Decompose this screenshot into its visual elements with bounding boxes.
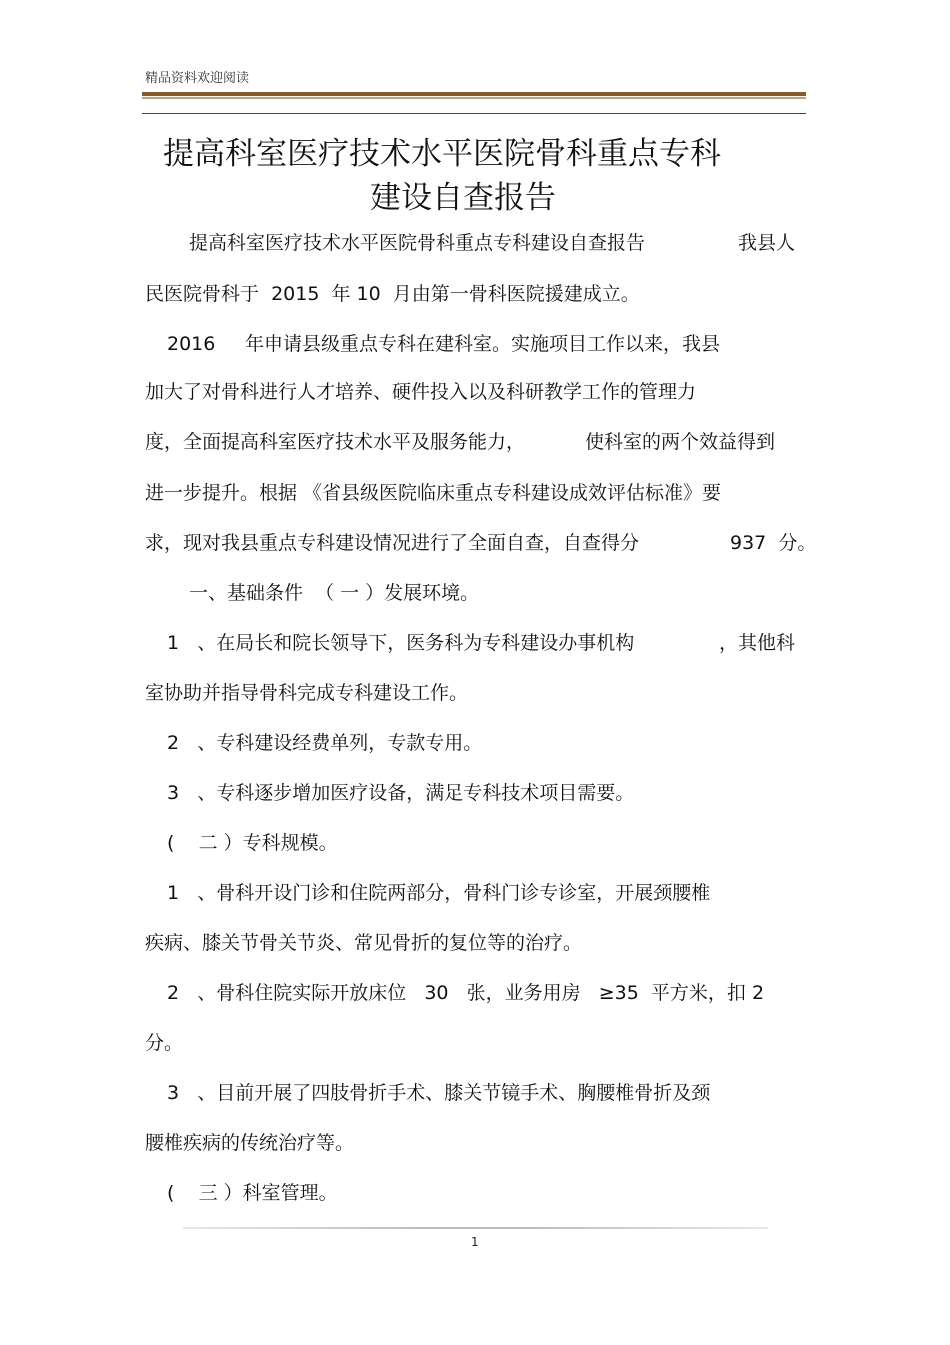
body-line-10: 室协助并指导骨科完成专科建设工作。 [145, 682, 469, 704]
body-line-15: 疾病、膝关节骨关节炎、常见骨折的复位等的治疗。 [145, 932, 583, 954]
body-line-18: 3 、目前开展了四肢骨折手术、膝关节镜手术、胸腰椎骨折及颈 [167, 1082, 711, 1104]
page-header-text: 精品资料欢迎阅读 [145, 71, 250, 86]
document-title-line-2: 建设自查报告 [370, 180, 556, 216]
body-line-3b: 年申请县级重点专科在建科室。实施项目工作以来，我县 [245, 333, 721, 355]
body-line-12: 3 、专科逐步增加医疗设备，满足专科技术项目需要。 [167, 782, 635, 804]
body-line-5b: 使科室的两个效益得到 [585, 431, 776, 453]
body-line-2: 民医院骨科于 2015 年 10 月由第一骨科医院援建成立。 [145, 283, 640, 305]
body-line-14: 1 、骨科开设门诊和住院两部分，骨科门诊专诊室，开展颈腰椎 [167, 882, 711, 904]
section-heading-3: ( 三 ）科室管理。 [167, 1182, 338, 1204]
body-line-7a: 求，现对我县重点专科建设情况进行了全面自查，自查得分 [145, 532, 640, 554]
body-line-9b: ，其他科 [719, 632, 796, 654]
body-line-4: 加大了对骨科进行人才培养、硬件投入以及科研教学工作的管理力 [145, 381, 697, 403]
body-line-7b: 937 分。 [730, 532, 817, 554]
page-number: 1 [471, 1235, 479, 1249]
body-line-1a: 提高科室医疗技术水平医院骨科重点专科建设自查报告 [189, 232, 646, 254]
header-rule-thick [142, 92, 806, 96]
body-line-6: 进一步提升。根据 《省县级医院临床重点专科建设成效评估标准》要 [145, 482, 722, 504]
document-title-line-1: 提高科室医疗技术水平医院骨科重点专科 [163, 136, 721, 172]
header-rule-accent [142, 97, 806, 99]
body-line-3a: 2016 [167, 333, 216, 355]
body-line-9a: 1 、在局长和院长领导下，医务科为专科建设办事机构 [167, 632, 635, 654]
section-heading-1: 一、基础条件 （ 一 ）发展环境。 [189, 582, 480, 604]
body-line-1b: 我县人 [738, 232, 796, 254]
section-heading-2: ( 二 ）专科规模。 [167, 832, 338, 854]
body-line-11: 2 、专科建设经费单列，专款专用。 [167, 732, 483, 754]
header-rule-thin [142, 113, 806, 114]
body-line-19: 腰椎疾病的传统治疗等。 [145, 1132, 355, 1154]
footer-rule [183, 1227, 768, 1229]
body-line-16: 2 、骨科住院实际开放床位 30 张，业务用房 ≥35 平方米，扣 2 [167, 982, 765, 1004]
body-line-5a: 度，全面提高科室医疗技术水平及服务能力， [145, 431, 526, 453]
body-line-17: 分。 [145, 1032, 184, 1054]
